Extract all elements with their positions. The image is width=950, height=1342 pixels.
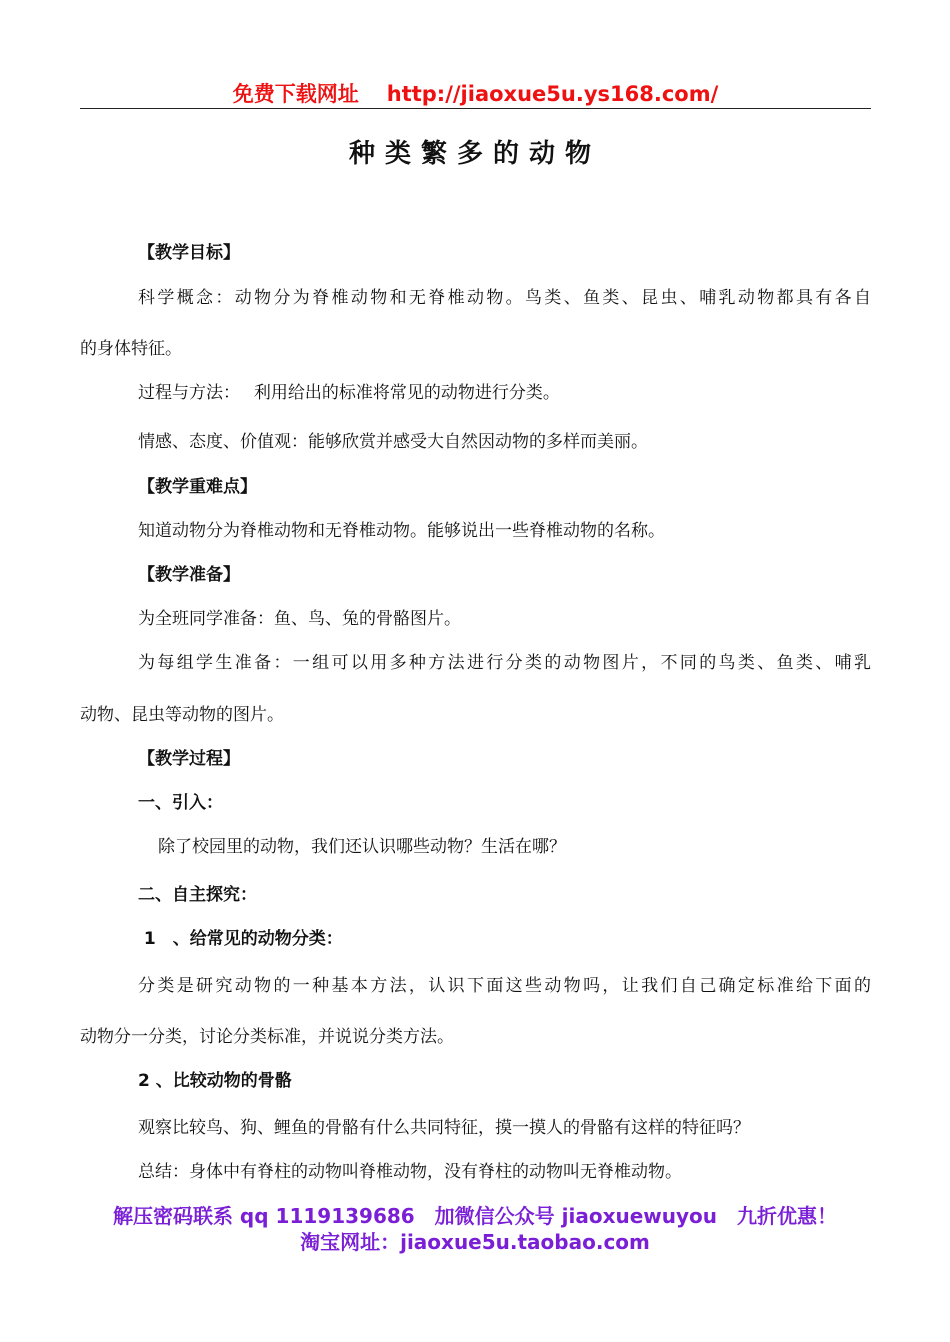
subheading-classify: 1 、给常见的动物分类： [138, 929, 343, 949]
paragraph-line: 为每组学生准备：一组可以用多种方法进行分类的动物图片，不同的鸟类、鱼类、哺乳 [138, 653, 871, 673]
paragraph-line: 知道动物分为脊椎动物和无脊椎动物。能够说出一些脊椎动物的名称。 [138, 521, 665, 541]
paragraph-line: 分类是研究动物的一种基本方法，认识下面这些动物吗，让我们自己确定标准给下面的 [138, 976, 871, 996]
header-label: 免费下载网址 [232, 82, 359, 106]
section-heading-process: 【教学过程】 [138, 749, 240, 769]
download-header [80, 78, 871, 108]
paragraph-line: 过程与方法： 利用给出的标准将常见的动物进行分类。 [138, 383, 560, 403]
footer-taobao-link[interactable]: 淘宝网址：jiaoxue5u.taobao.com [300, 1230, 650, 1254]
paragraph-line: 除了校园里的动物，我们还认识哪些动物？生活在哪？ [158, 837, 566, 857]
header-url-link[interactable]: http://jiaoxue5u.ys168.com/ [386, 82, 719, 106]
paragraph-line: 情感、态度、价值观：能够欣赏并感受大自然因动物的多样而美丽。 [138, 432, 648, 452]
paragraph-line: 的身体特征。 [80, 339, 182, 359]
paragraph-line: 为全班同学准备：鱼、鸟、兔的骨骼图片。 [138, 609, 461, 629]
paragraph-line: 总结：身体中有脊柱的动物叫脊椎动物，没有脊柱的动物叫无脊椎动物。 [138, 1162, 682, 1182]
section-heading-objectives: 【教学目标】 [138, 243, 240, 263]
header-divider [80, 108, 871, 109]
paragraph-line: 科学概念：动物分为脊椎动物和无脊椎动物。鸟类、鱼类、昆虫、哺乳动物都具有各自 [138, 288, 871, 308]
section-heading-preparation: 【教学准备】 [138, 565, 240, 585]
subheading-compare-skeletons: 2 、比较动物的骨骼 [138, 1071, 292, 1091]
subheading-introduction: 一、引入： [138, 793, 223, 813]
paragraph-line: 动物、昆虫等动物的图片。 [80, 705, 284, 725]
page-title: 种类繁多的动物 [348, 139, 601, 169]
footer-contact-line: 解压密码联系 qq 1119139686 加微信公众号 jiaoxuewuyou 九折优惠！ [112, 1204, 838, 1228]
paragraph-line: 动物分一分类，讨论分类标准，并说说分类方法。 [80, 1027, 454, 1047]
section-heading-key-points: 【教学重难点】 [138, 477, 257, 497]
subheading-exploration: 二、自主探究： [138, 885, 257, 905]
paragraph-line: 观察比较鸟、狗、鲤鱼的骨骼有什么共同特征，摸一摸人的骨骼有这样的特征吗？ [138, 1118, 750, 1138]
